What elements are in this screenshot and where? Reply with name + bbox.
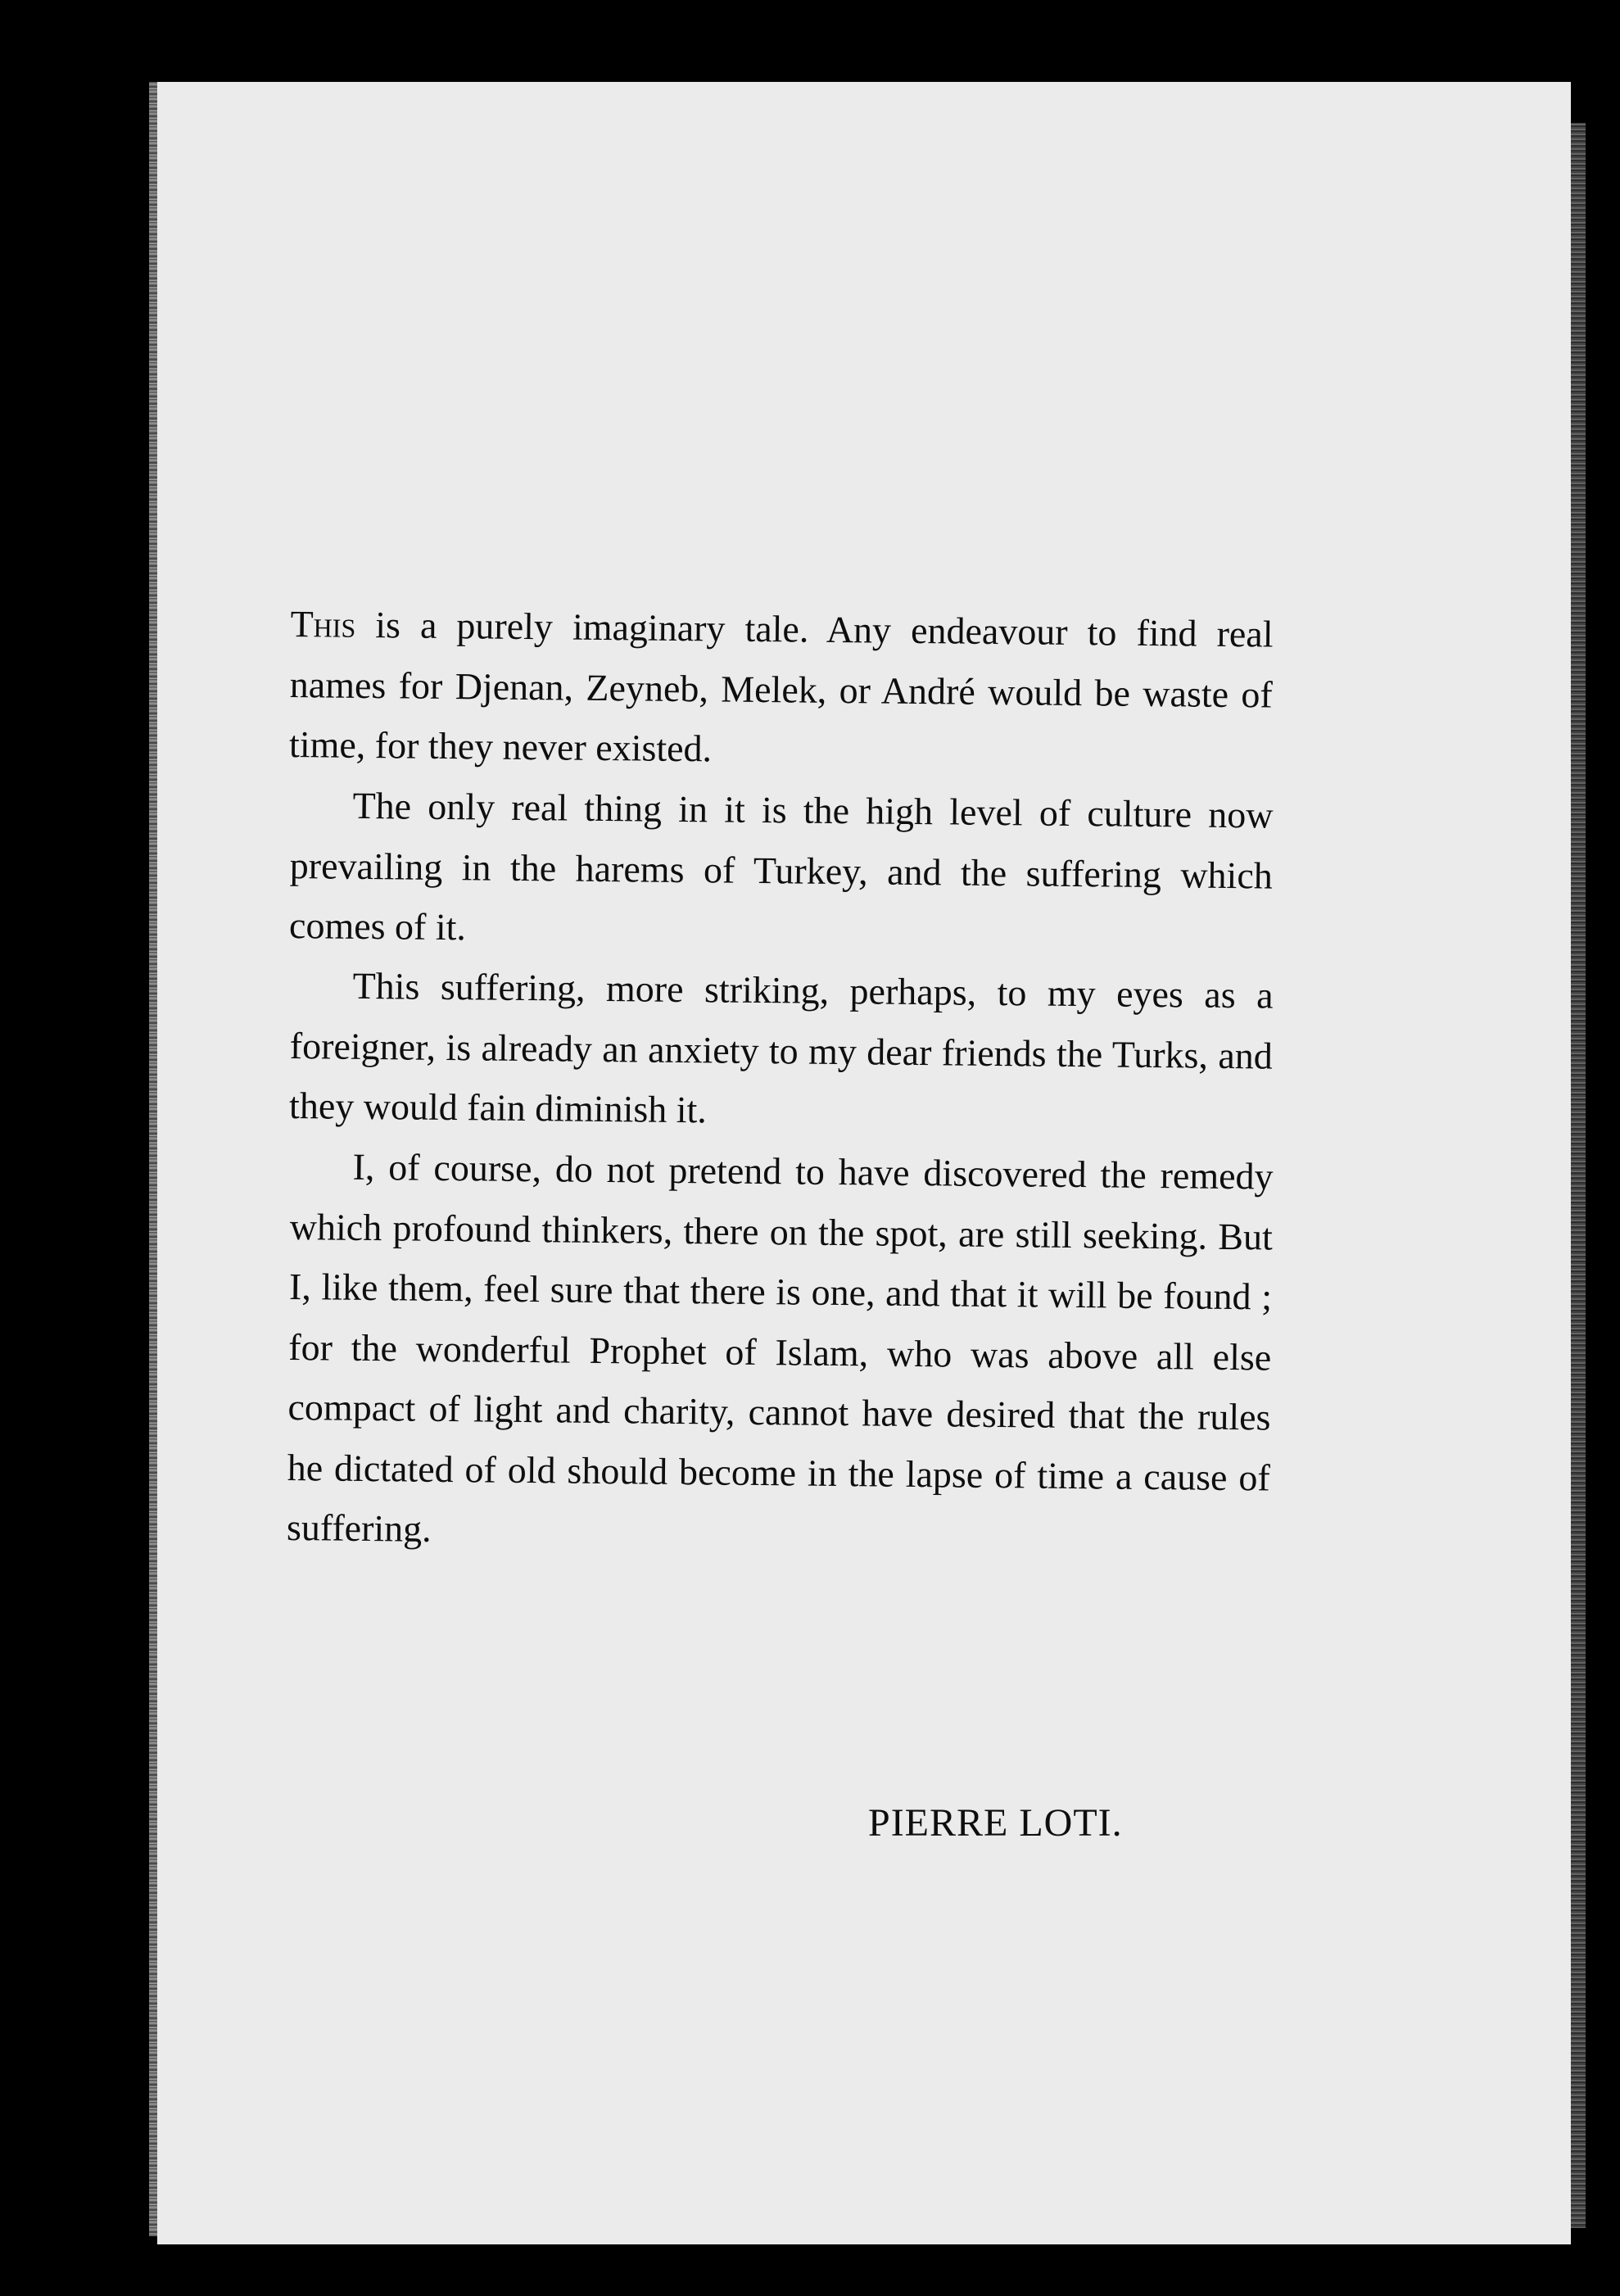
book-spine xyxy=(149,82,157,2236)
author-signature: PIERRE LOTI. xyxy=(868,1801,1123,1845)
preface-paragraph-4: I, of course, do not pretend to have discovered the remedy which profound thinkers, there on the spot, are still seeking. But I, like them, feel sure that there is one, and that it will be found ; for the wonderful Prophet of Islam, who was above all else compact of light and charity, cannot have desired that the rules he dictated of old should become in the lapse of time a cause of suffering. xyxy=(286,1145,1274,1550)
preface-paragraph-2: The only real thing in it is the high level of culture now prevailing in the harems of Turkey, and the suffering which comes of it. xyxy=(288,784,1274,948)
preface-paragraph-1 xyxy=(289,594,1274,785)
paragraph-lead-word: This xyxy=(290,602,356,645)
page-edge xyxy=(1571,123,1586,2228)
preface-paragraph-3: This suffering, more striking, perhaps, to my eyes as a foreigner, is already an anxiety to my dear friends the Turks, and they would fain diminish it. xyxy=(288,964,1274,1131)
paragraph-1-text: is a purely imaginary tale. Any endeavour to find real names for Djenan, Zeyneb, Melek, or André would be waste of time, for they never existed. xyxy=(288,603,1274,770)
preface-text xyxy=(286,594,1274,1557)
